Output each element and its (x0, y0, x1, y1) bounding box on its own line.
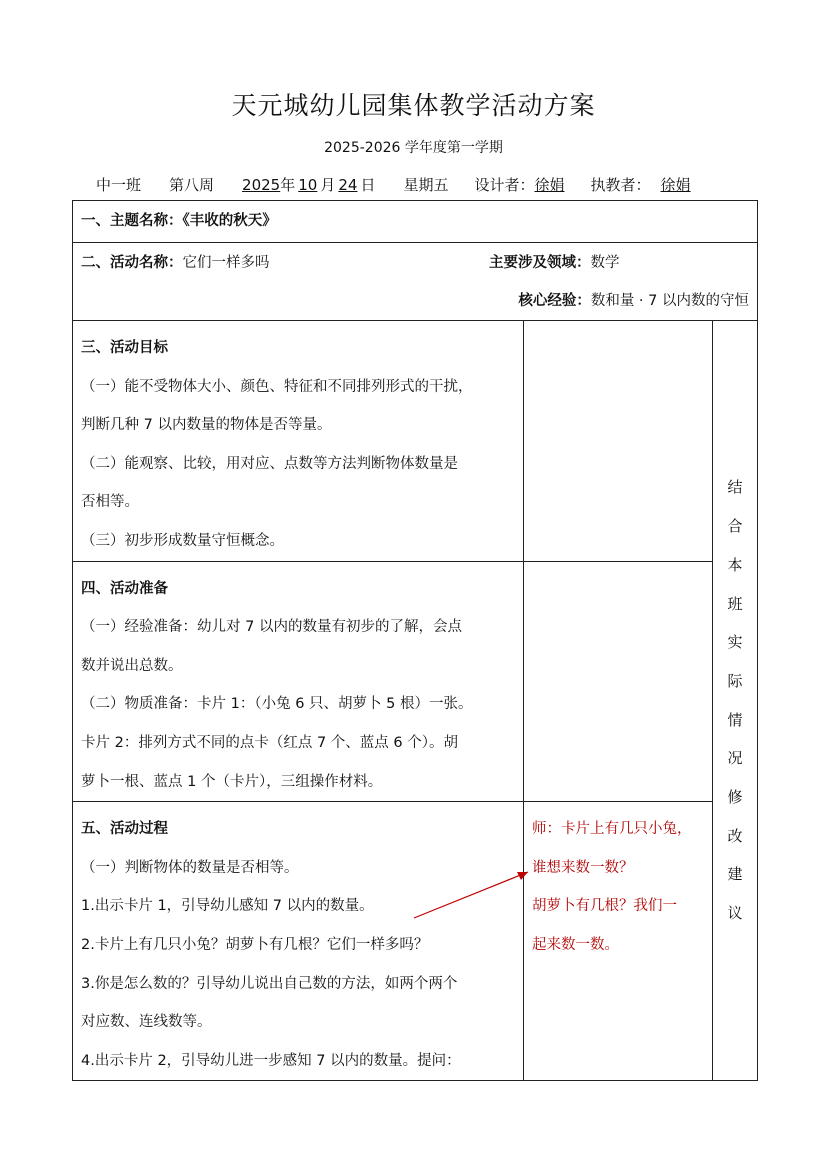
process-line: （一）判断物体的数量是否相等。 (81, 859, 299, 876)
process-line: 1.出示卡片 1，引导幼儿感知 7 以内的数量。 (81, 898, 374, 915)
side-char: 合 (727, 517, 743, 536)
day-unit: 日 (360, 176, 376, 194)
note-line: 胡萝卜有几根？我们一 (532, 898, 677, 915)
day: 24 (338, 176, 358, 194)
page-title: 天元城幼儿园集体教学活动方案 (231, 91, 596, 120)
prep-line: （二）物质准备：卡片 1：（小兔 6 只、胡萝卜 5 根）一张。 (81, 696, 473, 713)
process-row (73, 802, 758, 1081)
side-char: 况 (727, 749, 743, 768)
goals-line: （三）初步形成数量守恒概念。 (81, 532, 284, 549)
core-value: 数和量 · 7 以内数的守恒 (590, 293, 749, 309)
side-char: 建 (727, 865, 743, 884)
year: 2025 (242, 176, 281, 194)
note-line: 起来数一数。 (532, 936, 619, 953)
goals-row (73, 321, 758, 562)
side-char: 本 (727, 555, 743, 574)
side-char: 情 (727, 710, 743, 729)
prep-line: （一）经验准备：幼儿对 7 以内的数量有初步的了解，会点 (81, 619, 462, 636)
activity-name: 它们一样多吗 (182, 255, 270, 271)
side-char: 改 (727, 826, 743, 845)
process-line: 4.出示卡片 2，引导幼儿进一步感知 7 以内的数量。提问： (81, 1052, 461, 1069)
teacher-name: 徐娟 (660, 176, 691, 194)
side-char: 实 (727, 633, 743, 652)
class-name: 中一班 (96, 176, 142, 194)
plan-table (72, 200, 758, 1081)
note-line: 师：卡片上有几只小兔， (532, 821, 692, 838)
theme-label: 一、主题名称： (81, 213, 183, 229)
prep-line: 卡片 2：排列方式不同的点卡（红点 7 个、蓝点 6 个）。胡 (81, 734, 458, 751)
theme-row (73, 201, 758, 243)
goals-heading: 三、活动目标 (81, 340, 168, 356)
core-label: 核心经验： (518, 293, 591, 309)
side-char: 际 (727, 671, 743, 690)
term-subtitle: 2025-2026 学年度第一学期 (324, 140, 503, 156)
side-column (713, 321, 758, 1081)
process-heading: 五、活动过程 (81, 821, 168, 838)
prep-line: 萝卜一根、蓝点 1 个（卡片），三组操作材料。 (81, 773, 383, 790)
goals-line: （二）能观察、比较，用对应、点数等方法判断物体数量是 (81, 455, 458, 472)
note-line: 谁想来数一数？ (532, 859, 634, 876)
teacher-note (524, 802, 712, 964)
goals-line: 否相等。 (81, 494, 139, 511)
side-char: 修 (727, 788, 743, 807)
theme-value: 《丰收的秋天》 (182, 213, 277, 229)
month-unit: 月 (320, 176, 336, 194)
side-char: 结 (727, 478, 743, 497)
meta-line (96, 174, 709, 195)
month: 10 (298, 176, 318, 194)
goals-line: 判断几种 7 以内数量的物体是否等量。 (81, 417, 332, 434)
designer-label: 设计者： (474, 176, 535, 194)
designer-name: 徐娟 (534, 176, 565, 194)
domain-label: 主要涉及领域： (489, 255, 591, 271)
prep-heading: 四、活动准备 (81, 580, 168, 597)
process-line: 3.你是怎么数的？引导幼儿说出自己数的方法，如两个两个 (81, 975, 458, 992)
year-unit: 年 (280, 176, 296, 194)
side-char: 班 (727, 594, 743, 613)
teacher-label: 执教者： (590, 176, 651, 194)
prep-line: 数并说出总数。 (81, 657, 183, 674)
activity-label: 二、活动名称： (81, 255, 183, 271)
process-line: 对应数、连线数等。 (81, 1014, 212, 1031)
weekday: 星期五 (403, 176, 449, 194)
activity-row (73, 243, 758, 321)
domain-value: 数学 (590, 255, 620, 271)
prep-row (73, 561, 758, 802)
week: 第八周 (169, 176, 215, 194)
goals-note-cell (524, 321, 713, 562)
goals-line: （一）能不受物体大小、颜色、特征和不同排列形式的干扰， (81, 378, 473, 395)
process-line: 2.卡片上有几只小兔？胡萝卜有几根？它们一样多吗？ (81, 936, 429, 953)
prep-note-cell (524, 561, 713, 802)
side-char: 议 (727, 904, 743, 923)
